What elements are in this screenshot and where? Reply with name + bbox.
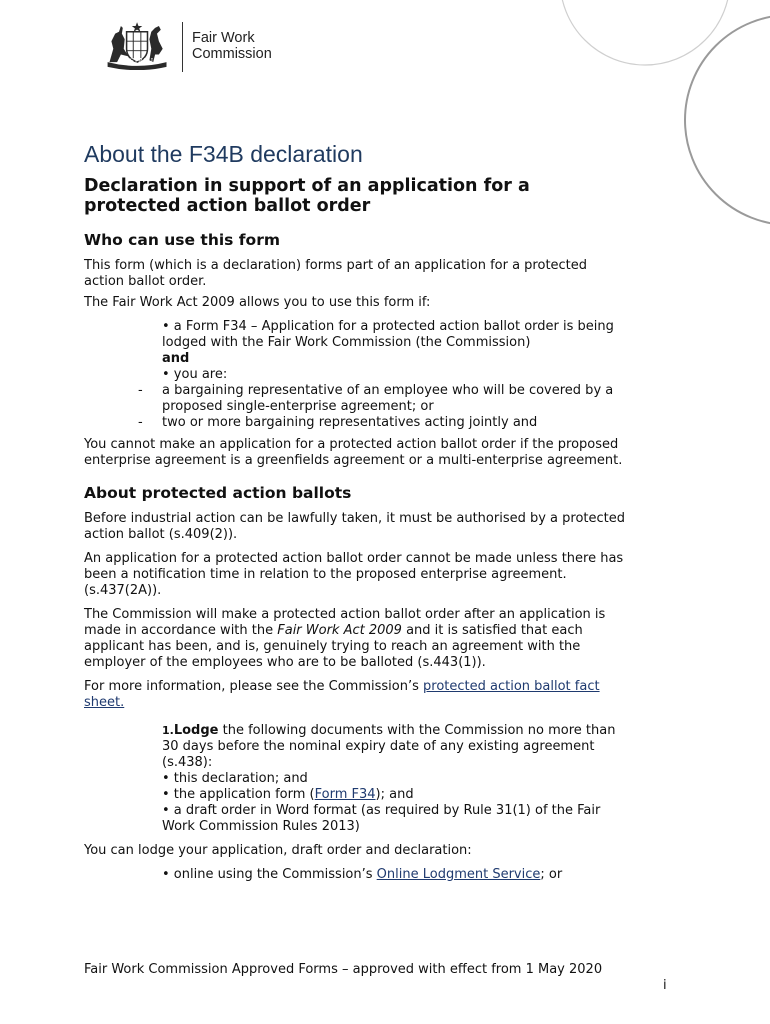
text-run: • online using the Commission’s [162, 867, 377, 882]
org-name-line1: Fair Work [192, 30, 255, 46]
lodge-methods [162, 867, 629, 883]
list-item-and: and [162, 351, 190, 366]
text-run: • the application form ( [162, 787, 315, 802]
step-keyword: Lodge [173, 723, 219, 738]
page-footer: Fair Work Commission Approved Forms – approved with effect from 1 May 2020 [84, 962, 603, 977]
list-item [162, 867, 629, 883]
text-run: ); and [375, 787, 414, 802]
online-lodgment-link[interactable]: Online Lodgment Service [376, 867, 541, 882]
paragraph: The Fair Work Act 2009 allows you to use this form if: [84, 295, 431, 310]
dash-marker: - [138, 383, 143, 398]
form-f34-link[interactable]: Form F34 [314, 787, 376, 802]
paragraph: You cannot make an application for a protected action ballot order if the proposed enterprise agreement is a greenfields agreement or a multi-enterprise agreement. [84, 437, 623, 468]
text-run: For more information, please see the Commission’s [84, 679, 424, 694]
step-text: the following documents with the Commission no more than 30 days before the nominal expiry date of any existing agreement (s.438): [162, 723, 616, 770]
fair-work-commission-logo [100, 20, 300, 74]
text-run: ; or [540, 867, 563, 882]
dash-item [138, 415, 629, 431]
section-heading-who-can-use: Who can use this form [84, 231, 280, 249]
list-item [162, 787, 629, 803]
list-item: • a Form F34 – Application for a protected action ballot order is being lodged with the Fair Work Commission (the Commission) [162, 319, 614, 350]
list-item: • a draft order in Word format (as required by Rule 31(1) of the Fair Work Commission Rules 2013) [162, 803, 601, 834]
list-item: • you are: [162, 367, 228, 382]
text-run: and it is satisfied that each applicant has been, and is, genuinely trying to reach an agreement with the employer of the employees who are to be balloted (s.443(1)). [84, 623, 583, 670]
paragraph: This form (which is a declaration) forms part of an application for a protected action ballot order. [84, 258, 588, 289]
dash-item [138, 383, 629, 415]
page-subtitle: Declaration in support of an application for a protected action ballot order [84, 176, 530, 216]
eligibility-list [138, 319, 629, 431]
paragraph [84, 679, 629, 711]
lodge-steps [162, 723, 629, 835]
section-heading-about-ballots: About protected action ballots [84, 484, 352, 502]
paragraph: Before industrial action can be lawfully taken, it must be authorised by a protected action ballot (s.409(2)). [84, 511, 626, 542]
organisation-name [192, 30, 272, 62]
list-item: • this declaration; and [162, 771, 308, 786]
dash-marker: - [138, 415, 143, 430]
act-name: Fair Work Act 2009 [277, 623, 402, 638]
paragraph: An application for a protected action ballot order cannot be made unless there has been a notification time in relation to the proposed enterprise agreement. (s.437(2A)). [84, 551, 624, 598]
fact-sheet-link[interactable]: protected action ballot fact sheet. [84, 679, 600, 710]
step-number: 1. [162, 724, 174, 737]
paragraph [84, 607, 629, 671]
dash-item-text: a bargaining representative of an employee who will be covered by a proposed single-enterprise agreement; or [162, 383, 614, 414]
dash-item-text: two or more bargaining representatives acting jointly and [162, 415, 538, 430]
page-number: i [663, 978, 667, 993]
page-title: About the F34B declaration [84, 141, 363, 167]
org-name-line2: Commission [192, 46, 272, 62]
paragraph: You can lodge your application, draft order and declaration: [84, 843, 472, 858]
text-run: The Commission will make a protected action ballot order after an application is made in accordance with the [84, 607, 606, 638]
document-body [84, 140, 629, 883]
crest-banner-text: AUSTRALIA [120, 58, 158, 65]
logo-divider [182, 22, 183, 72]
step-lodge [162, 723, 629, 771]
